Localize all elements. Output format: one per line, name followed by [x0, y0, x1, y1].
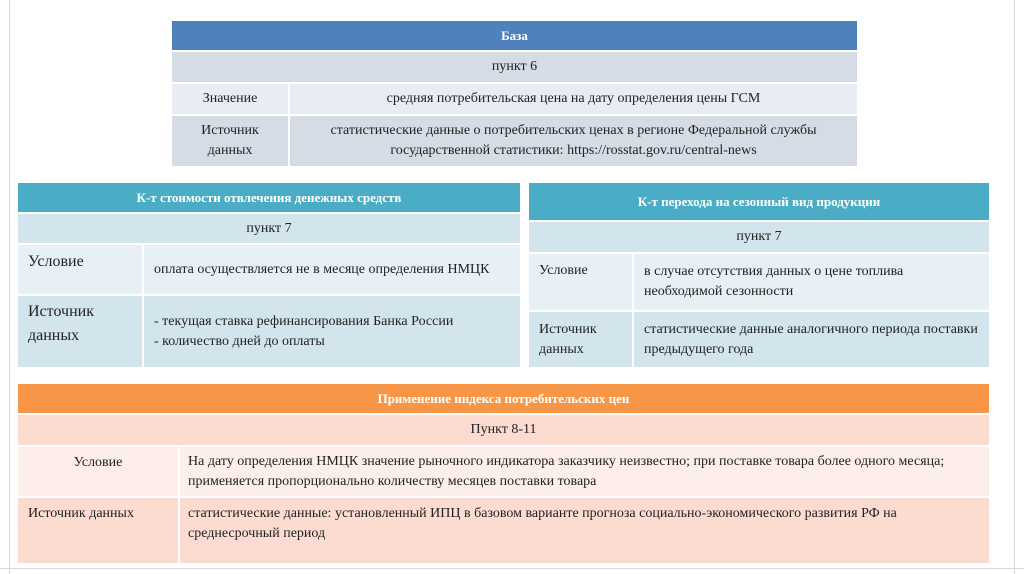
- baza-subheader-row: [172, 52, 857, 82]
- baza-row-source: [172, 116, 857, 166]
- kt-season-header: К-т перехода на сезонный вид продукции: [637, 193, 881, 209]
- baza-subheader: пункт 6: [491, 59, 538, 74]
- kt-season-row-label: Условие: [539, 263, 588, 278]
- kt-season-header-row: [529, 183, 989, 220]
- baza-row-label: Значение: [202, 91, 258, 106]
- ipc-row-label: Источник данных: [28, 506, 134, 521]
- baza-row-source-text: статистические данные о потребительских ценах в регионе Федеральной службы государственной статистики: https://rosstat.gov.ru/central-news: [330, 123, 817, 158]
- baza-header-row: [172, 21, 857, 50]
- kt-money-row-label: Условие: [28, 253, 84, 270]
- baza-row-value-text: средняя потребительская цена на дату определения цены ГСМ: [386, 91, 761, 106]
- kt-season-row-condition: [529, 254, 989, 310]
- kt-season-row-label: Источник данных: [539, 321, 597, 357]
- baza-row-value: [172, 84, 857, 114]
- kt-money-row-condition-text: оплата осуществляется не в месяце определения НМЦК: [154, 261, 490, 277]
- ipc-row-label: Условие: [73, 455, 123, 470]
- ipc-subheader: Пункт 8-11: [470, 422, 537, 437]
- ipc-row-source-text: статистические данные: установленный ИПЦ в базовом варианте прогноза социально-экономического развития РФ на среднесрочный период: [188, 506, 897, 541]
- ipc-row-condition-text: На дату определения НМЦК значение рыночного индикатора заказчику неизвестно; при поставке товара более одного месяца; применяется пропорционально количеству месяцев поставки товара: [188, 453, 945, 489]
- kt-money-table: [18, 183, 520, 367]
- ipc-header: Применение индекса потребительских цен: [377, 390, 630, 406]
- baza-row-label: Источник данных: [201, 123, 259, 158]
- baza-header: База: [501, 27, 528, 43]
- kt-season-subheader-row: [529, 222, 989, 252]
- kt-season-table: [529, 183, 989, 367]
- kt-season-row-source: [529, 312, 989, 367]
- ipc-row-source: [18, 498, 989, 563]
- kt-money-row-label: Источник данных: [28, 303, 94, 344]
- slide-frame-left: [9, 0, 10, 574]
- kt-season-subheader: пункт 7: [736, 229, 782, 244]
- kt-season-row-source-text: статистические данные аналогичного периода поставки предыдущего года: [644, 321, 978, 357]
- slide-frame-right: [1014, 0, 1015, 574]
- ipc-header-row: [18, 384, 989, 413]
- kt-money-row-source-text: - текущая ставка рефинансирования Банка России - количество дней до оплаты: [154, 313, 454, 349]
- baza-table: [172, 21, 857, 166]
- kt-money-subheader-row: [18, 214, 520, 243]
- kt-money-row-condition: [18, 245, 520, 294]
- kt-money-row-source: [18, 296, 520, 367]
- slide-frame-bottom: [0, 568, 1024, 569]
- kt-season-row-condition-text: в случае отсутствия данных о цене топлива необходимой сезонности: [644, 264, 904, 299]
- ipc-table: [18, 384, 989, 563]
- ipc-subheader-row: [18, 415, 989, 445]
- kt-money-header: К-т стоимости отвлечения денежных средств: [136, 189, 402, 205]
- ipc-row-condition: [18, 447, 989, 496]
- kt-money-subheader: пункт 7: [246, 220, 292, 236]
- kt-money-header-row: [18, 183, 520, 212]
